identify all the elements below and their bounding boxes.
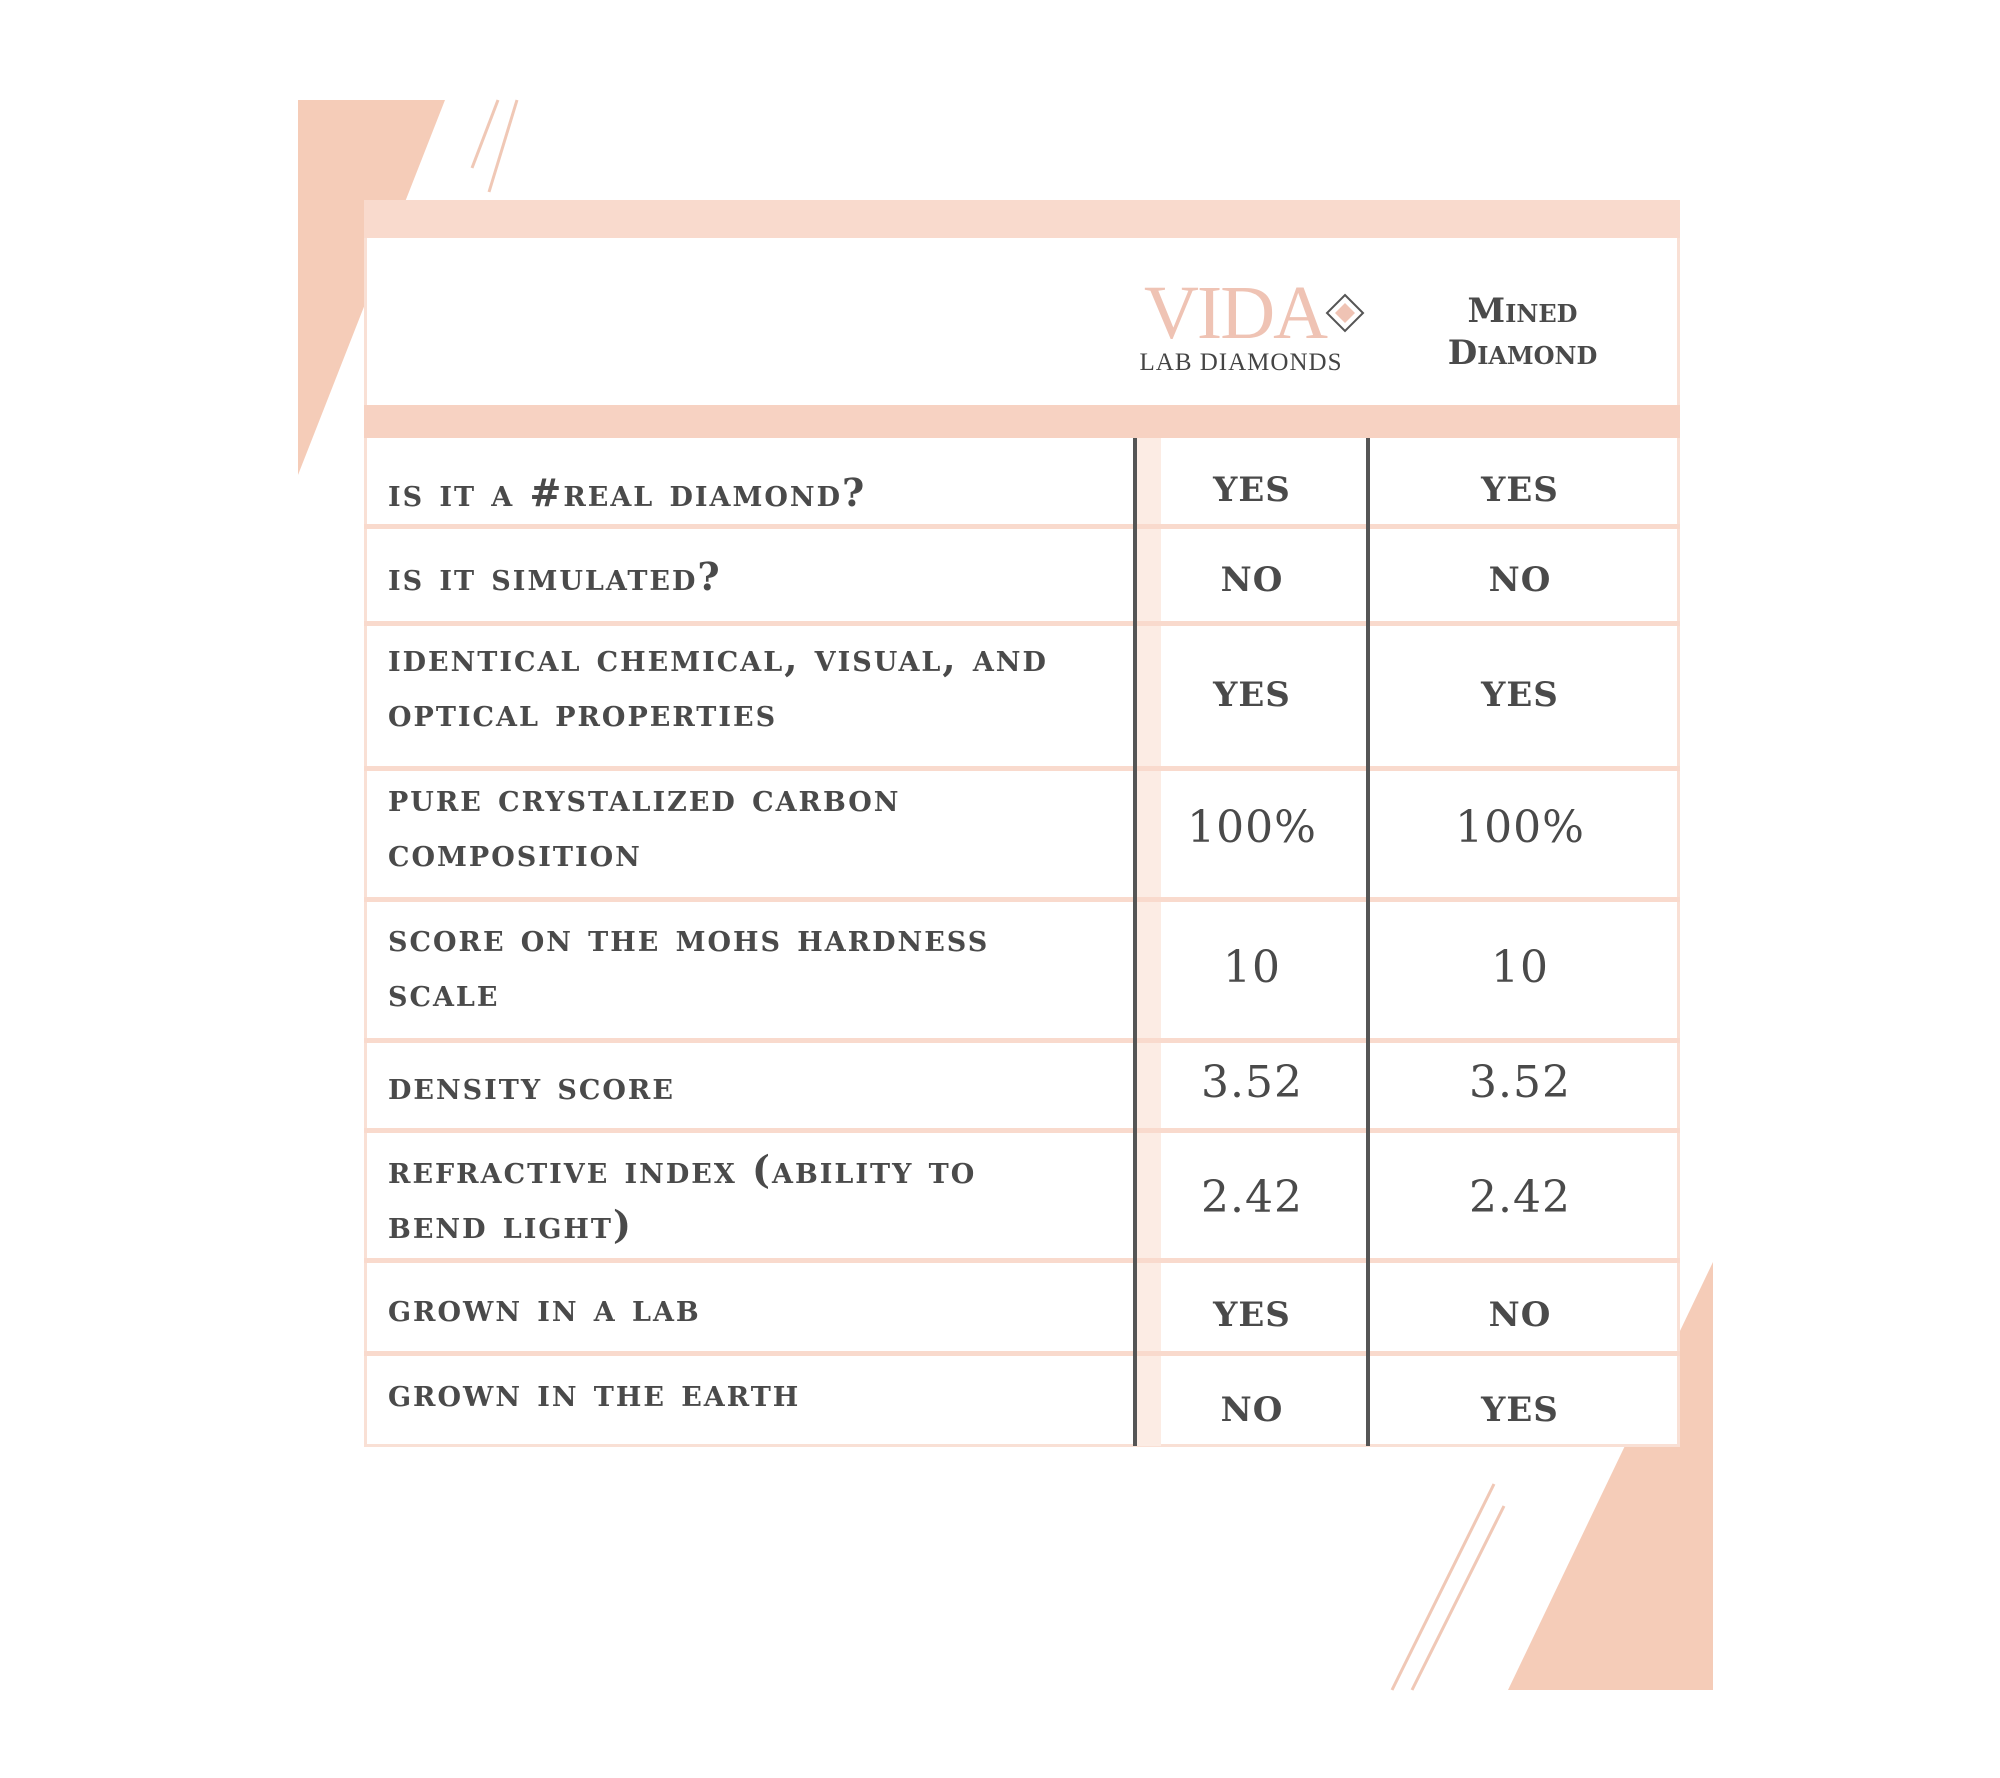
- row-label-line: is it simulated?: [388, 554, 722, 599]
- mined-diamond-header: [1400, 290, 1645, 374]
- mined-value: 100%: [1455, 802, 1585, 853]
- row-label: [388, 1142, 1128, 1252]
- row-label-line: grown in the earth: [388, 1370, 801, 1415]
- header-band: [364, 405, 1680, 438]
- row-label-line: identical chemical, visual, and: [388, 635, 1048, 680]
- row-label-line: optical properties: [388, 690, 778, 735]
- row-label: [388, 770, 1128, 880]
- row-separator: [364, 621, 1680, 626]
- row-label-line: pure crystalized carbon: [388, 775, 901, 820]
- vida-value: YES: [1213, 470, 1291, 510]
- top-left-slash-1: [472, 100, 498, 168]
- vida-value: YES: [1213, 1295, 1291, 1335]
- vida-logo: [1135, 271, 1375, 385]
- row-label: [388, 465, 1128, 520]
- row-label: [388, 1058, 1128, 1113]
- mined-value: YES: [1481, 470, 1559, 510]
- mined-value: YES: [1481, 1390, 1559, 1430]
- mined-value: 10: [1491, 942, 1549, 993]
- mined-value: NO: [1488, 1295, 1552, 1335]
- vida-value: 10: [1223, 942, 1281, 993]
- row-label-line: is it a #real diamond?: [388, 470, 867, 515]
- row-separator: [364, 897, 1680, 902]
- mined-value: NO: [1488, 560, 1552, 600]
- row-label: [388, 910, 1128, 1020]
- mined-header-line2: Diamond: [1447, 333, 1598, 373]
- vida-value: NO: [1220, 560, 1284, 600]
- mined-value: YES: [1481, 675, 1559, 715]
- vida-value: 3.52: [1201, 1057, 1303, 1108]
- row-label-line: composition: [388, 830, 642, 875]
- vida-value: 100%: [1187, 802, 1317, 853]
- row-label: [388, 630, 1128, 740]
- mined-value: 3.52: [1469, 1057, 1571, 1108]
- row-separator: [364, 524, 1680, 529]
- mined-value: 2.42: [1469, 1172, 1571, 1223]
- vida-logo-wordmark: VIDA: [1144, 271, 1326, 355]
- row-label-line: grown in a lab: [388, 1285, 701, 1330]
- diamond-icon: [1325, 293, 1365, 333]
- row-label-line: density score: [388, 1063, 675, 1108]
- row-label: [388, 549, 1128, 604]
- row-label-line: refractive index (ability to: [388, 1147, 977, 1192]
- row-label-line: score on the mohs hardness: [388, 915, 990, 960]
- top-band: [364, 200, 1680, 238]
- bottom-right-slash-1: [1392, 1484, 1494, 1690]
- vida-logo-subtitle: LAB DIAMONDS: [1139, 349, 1343, 376]
- row-label-line: scale: [388, 970, 500, 1015]
- vida-value: 2.42: [1201, 1172, 1303, 1223]
- bottom-right-slash-2: [1412, 1506, 1504, 1690]
- vida-value: NO: [1220, 1390, 1284, 1430]
- row-label: [388, 1365, 1128, 1420]
- row-separator: [364, 1258, 1680, 1263]
- row-separator: [364, 1038, 1680, 1043]
- row-label: [388, 1280, 1128, 1335]
- row-separator: [364, 1351, 1680, 1356]
- mined-header-line1: Mined: [1467, 291, 1578, 331]
- row-separator: [364, 1128, 1680, 1133]
- vida-value: YES: [1213, 675, 1291, 715]
- row-label-line: bend light): [388, 1202, 633, 1247]
